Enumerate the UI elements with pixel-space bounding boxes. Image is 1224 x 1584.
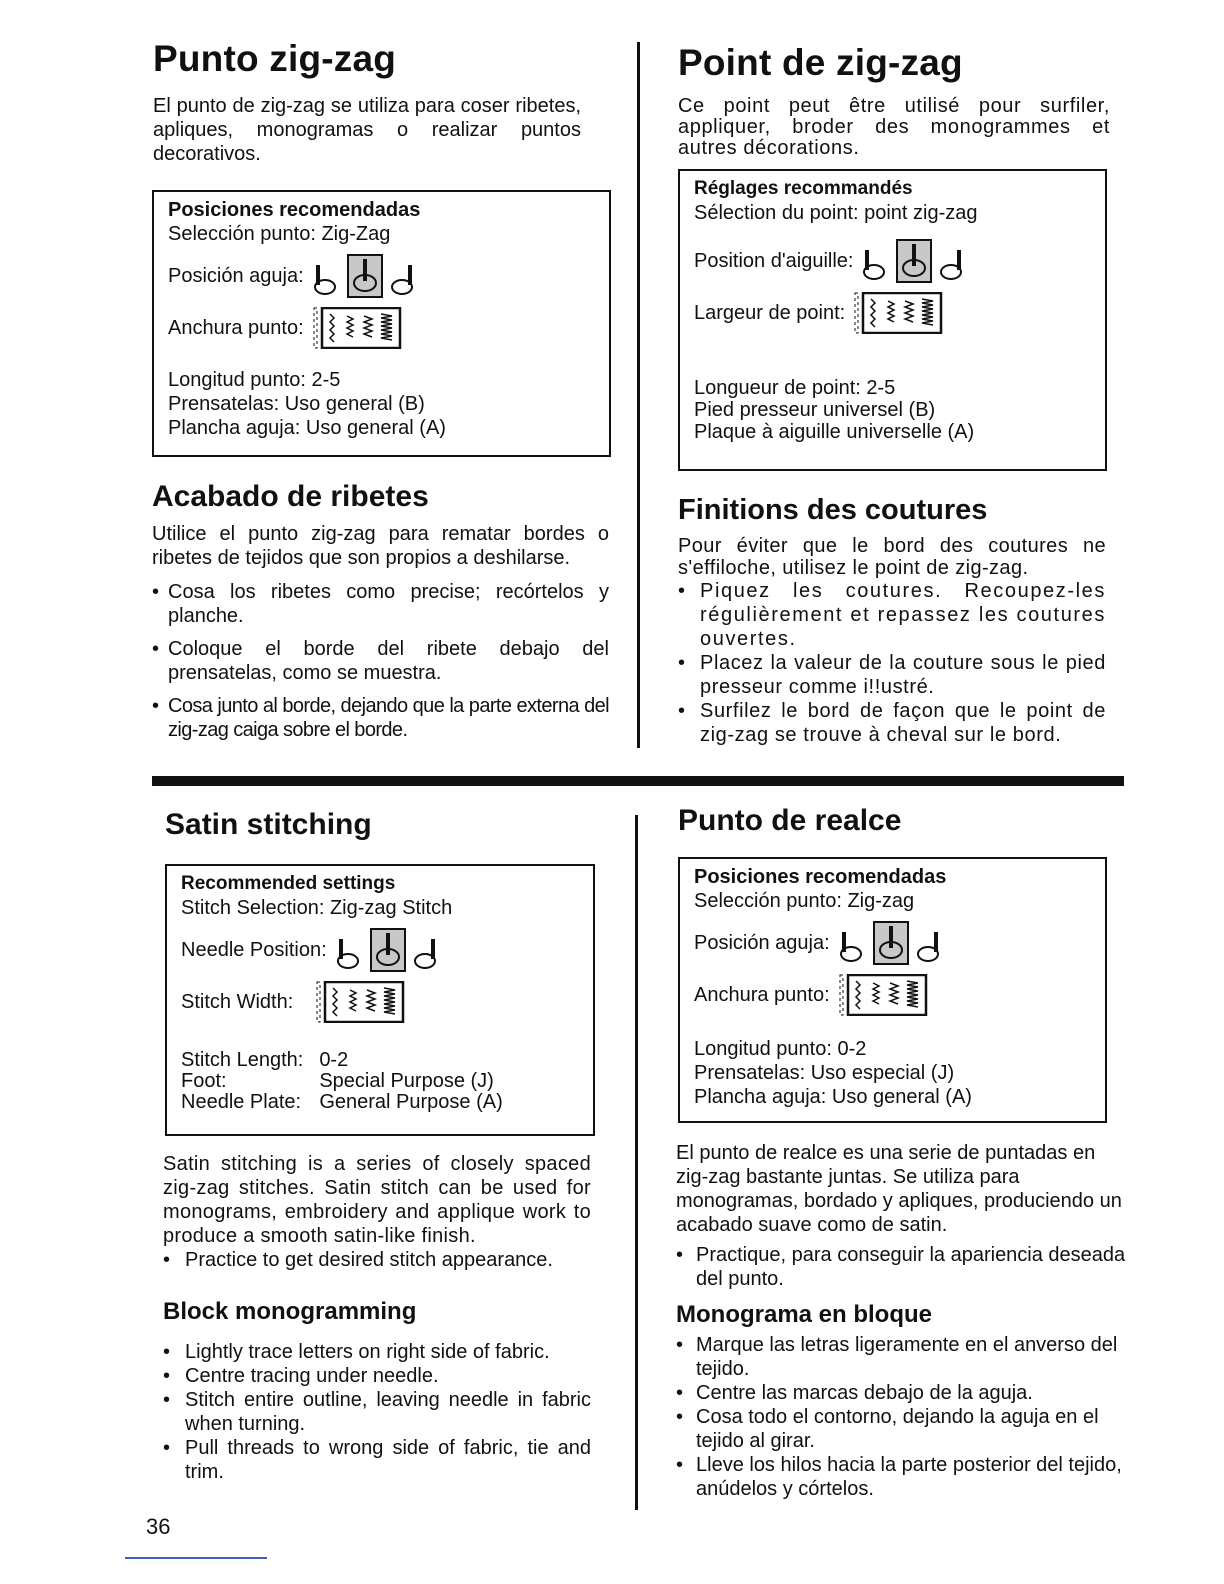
section-intro: Satin stitching is a series of closely spaced zig-zag stitches. Satin stitch can be used for monograms, embroidery and applique work to produce a smooth satin-like finish. — [163, 1153, 591, 1247]
left-bottom-section — [165, 808, 595, 842]
subsection-title: Acabado de ribetes — [152, 480, 429, 513]
stitch-selection: Sélection du point: point zig-zag — [694, 202, 978, 224]
list-item: • Practique, para conseguir la apariencia deseada del punto. — [676, 1243, 1130, 1291]
section-divider — [152, 776, 1124, 786]
needle-position-label: Needle Position: — [181, 938, 327, 961]
list-item: • Centre las marcas debajo de la aguja. — [676, 1381, 1130, 1405]
stitch-width-icon — [315, 981, 407, 1023]
right-top-subsection — [678, 494, 1106, 747]
section-intro: Ce point peut être utilisé pour surfiler, appliquer, broder des monogrammes et autres décorations. — [678, 95, 1110, 159]
stitch-length: Longitud punto: 0-2 — [694, 1038, 867, 1060]
left-bottom-body — [163, 1152, 591, 1484]
bullet-list — [676, 1333, 1130, 1501]
practice-list — [163, 1248, 591, 1272]
stitch-selection: Selección punto: Zig-Zag — [168, 223, 391, 245]
needle-position-label: Posición aguja: — [694, 931, 830, 954]
list-item: • Lleve los hilos hacia la parte posterior del tejido, anúdelos y córtelos. — [676, 1453, 1130, 1501]
needle-plate: Plaque à aiguille universelle (A) — [694, 421, 975, 443]
bullet-list — [163, 1340, 591, 1484]
stitch-width-label: Anchura punto: — [168, 316, 304, 339]
needle-position-icon — [838, 920, 948, 966]
list-item: • Centre tracing under needle. — [163, 1364, 591, 1388]
list-item: • Surfilez le bord de façon que le point de zig-zag se trouve à cheval sur le bord. — [678, 699, 1106, 747]
subsection-title: Finitions des coutures — [678, 494, 988, 526]
stitch-length: Longueur de point: 2-5 — [694, 377, 896, 399]
presser-foot: Prensatelas: Uso especial (J) — [694, 1062, 955, 1084]
subsection-intro: Utilice el punto zig-zag para rematar bordes o ribetes de tejidos que son propios a deshilarse. — [152, 523, 609, 569]
recommended-settings-box — [152, 190, 611, 457]
stitch-width-label: Stitch Width: — [181, 990, 294, 1013]
stitch-selection: Selección punto: Zig-zag — [694, 890, 915, 912]
right-top-section — [678, 42, 1110, 159]
list-item: • Pull threads to wrong side of fabric, tie and trim. — [163, 1436, 591, 1484]
list-item: • Piquez les coutures. Recoupez-les régulièrement et repassez les coutures ouvertes. — [678, 579, 1106, 651]
needle-plate: Plancha aguja: Uso general (A) — [168, 417, 446, 439]
needle-position-icon — [861, 238, 971, 284]
presser-foot: Prensatelas: Uso general (B) — [168, 393, 425, 415]
needle-plate-label: Needle Plate: — [181, 1091, 302, 1113]
list-item: • Cosa todo el contorno, dejando la aguja en el tejido al girar. — [676, 1405, 1130, 1453]
left-top-section — [153, 38, 613, 166]
settings-table — [181, 1050, 503, 1113]
box-heading: Posiciones recomendadas — [168, 199, 421, 221]
right-bottom-body — [676, 1141, 1130, 1501]
stitch-width-icon — [312, 307, 404, 349]
presser-foot: Pied presseur universel (B) — [694, 399, 936, 421]
bullet-list — [152, 580, 609, 742]
list-item: • Practice to get desired stitch appearance. — [163, 1248, 591, 1272]
stitch-width-icon — [838, 974, 930, 1016]
list-item: • Cosa junto al borde, dejando que la parte externa del zig-zag caiga sobre el borde. — [152, 694, 609, 742]
right-bottom-section — [678, 804, 1108, 838]
section-title: Punto de realce — [678, 804, 902, 837]
stitch-length-value: 0-2 — [319, 1049, 349, 1071]
stitch-width-label: Anchura punto: — [694, 983, 830, 1006]
stitch-length-label: Stitch Length: — [181, 1049, 304, 1071]
bullet-list — [678, 579, 1106, 747]
stitch-length: Longitud punto: 2-5 — [168, 369, 341, 391]
needle-plate-value: General Purpose (A) — [319, 1091, 503, 1113]
stitch-selection: Stitch Selection: Zig-zag Stitch — [181, 897, 453, 919]
recommended-settings-box — [678, 857, 1107, 1123]
subsection-title: Block monogramming — [163, 1298, 417, 1325]
recommended-settings-box — [165, 864, 595, 1136]
subsection-intro: Pour éviter que le bord des coutures ne s'effiloche, utilisez le point de zig-zag. — [678, 535, 1106, 579]
box-heading: Réglages recommandés — [694, 178, 913, 199]
foot-label: Foot: — [181, 1070, 227, 1092]
page-number: 36 — [146, 1514, 171, 1539]
recommended-settings-box — [678, 169, 1107, 471]
list-item: • Stitch entire outline, leaving needle in fabric when turning. — [163, 1388, 591, 1436]
column-divider-bottom — [635, 815, 638, 1510]
section-intro: El punto de realce es una serie de puntadas en zig-zag bastante juntas. Se utiliza para monogramas, bordado y apliques, produciendo un acabado suave como de satin. — [676, 1142, 1122, 1236]
needle-position-label: Position d'aiguille: — [694, 249, 854, 272]
section-title: Satin stitching — [165, 808, 372, 841]
foot-value: Special Purpose (J) — [319, 1070, 494, 1092]
section-title: Point de zig-zag — [678, 42, 963, 83]
subsection-title: Monograma en bloque — [676, 1301, 933, 1328]
needle-position-label: Posición aguja: — [168, 264, 304, 287]
section-title: Punto zig-zag — [153, 38, 397, 79]
list-item: • Placez la valeur de la couture sous le pied presseur comme i!!ustré. — [678, 651, 1106, 699]
practice-list — [676, 1243, 1130, 1291]
needle-position-icon — [335, 927, 445, 973]
needle-plate: Plancha aguja: Uso general (A) — [694, 1086, 972, 1108]
list-item: • Marque las letras ligeramente en el anverso del tejido. — [676, 1333, 1130, 1381]
needle-position-icon — [312, 253, 422, 299]
stitch-width-label: Largeur de point: — [694, 301, 846, 324]
section-intro: El punto de zig-zag se utiliza para coser ribetes, apliques, monogramas o realizar puntos decorativos. — [153, 95, 581, 165]
list-item: • Coloque el borde del ribete debajo del prensatelas, como se muestra. — [152, 637, 609, 685]
list-item: • Lightly trace letters on right side of fabric. — [163, 1340, 591, 1364]
left-top-subsection — [152, 480, 609, 751]
box-heading: Posiciones recomendadas — [694, 866, 947, 888]
box-heading: Recommended settings — [181, 873, 396, 894]
stitch-width-icon — [853, 292, 945, 334]
footer-rule — [125, 1557, 267, 1559]
list-item: • Cosa los ribetes como precise; recórtelos y planche. — [152, 580, 609, 628]
column-divider-top — [637, 42, 640, 748]
